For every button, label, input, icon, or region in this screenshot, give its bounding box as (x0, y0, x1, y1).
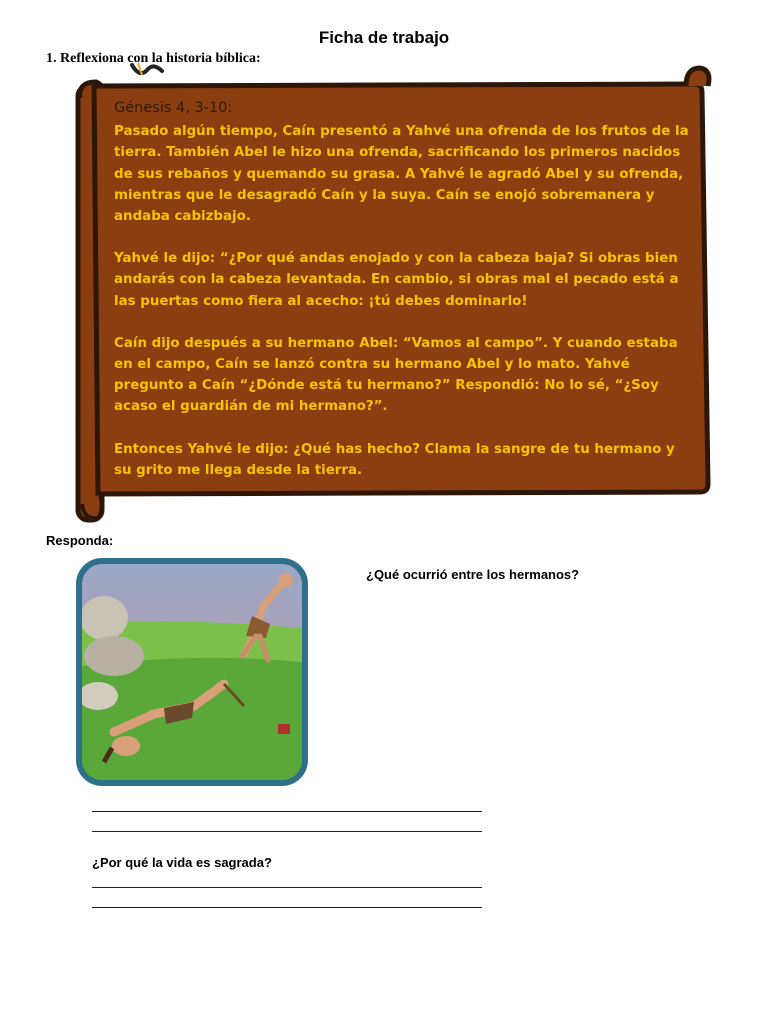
scripture-paragraph: Pasado algún tiempo, Caín presentó a Yahvé una ofrenda de los frutos de la tierra. También Abel le hizo una ofrenda, sacrificando los primeros nacidos de sus rebaños y quemando su grasa. A Yahvé le agradó Abel y su ofrenda, mientras que le desagradó Caín y la suya. Caín se enojó sobremanera y andaba cabizbajo. (114, 124, 689, 225)
answer-line[interactable] (92, 811, 482, 812)
question-1-label: 1. Reflexiona con la historia bíblica: (46, 51, 261, 66)
cain-abel-illustration (74, 556, 310, 788)
responda-label: Responda: (46, 533, 114, 548)
page-title: Ficha de trabajo (318, 28, 450, 47)
scripture-reference: Génesis 4, 3-10: (114, 100, 233, 116)
scroll-panel (74, 64, 718, 524)
answer-line[interactable] (92, 831, 482, 832)
scripture-paragraph: Yahvé le dijo: “¿Por qué andas enojado y con la cabeza baja? Si obras bien andarás con la cabeza levantada. En cambio, si obras mal el pecado está a las puertas como fiera al acecho: ¡tú debes dominarlo! (114, 251, 679, 309)
scripture-paragraph: Entonces Yahvé le dijo: ¿Qué has hecho? Clama la sangre de tu hermano y su grito me llega desde la tierra. (114, 441, 675, 478)
question-sacred-life: ¿Por qué la vida es sagrada? (92, 855, 272, 870)
answer-line[interactable] (92, 887, 482, 888)
answer-line[interactable] (92, 907, 482, 908)
question-brothers: ¿Qué ocurrió entre los hermanos? (366, 567, 580, 582)
scripture-paragraph: Caín dijo después a su hermano Abel: “Vamos al campo”. Y cuando estaba en el campo, Caín se lanzó contra su hermano Abel y lo mato. Yahvé pregunto a Caín “¿Dónde está tu hermano?” Respondió: No lo sé, “¿Soy acaso el guardián de mi hermano?”. (114, 335, 678, 415)
scroll-content (114, 98, 694, 502)
